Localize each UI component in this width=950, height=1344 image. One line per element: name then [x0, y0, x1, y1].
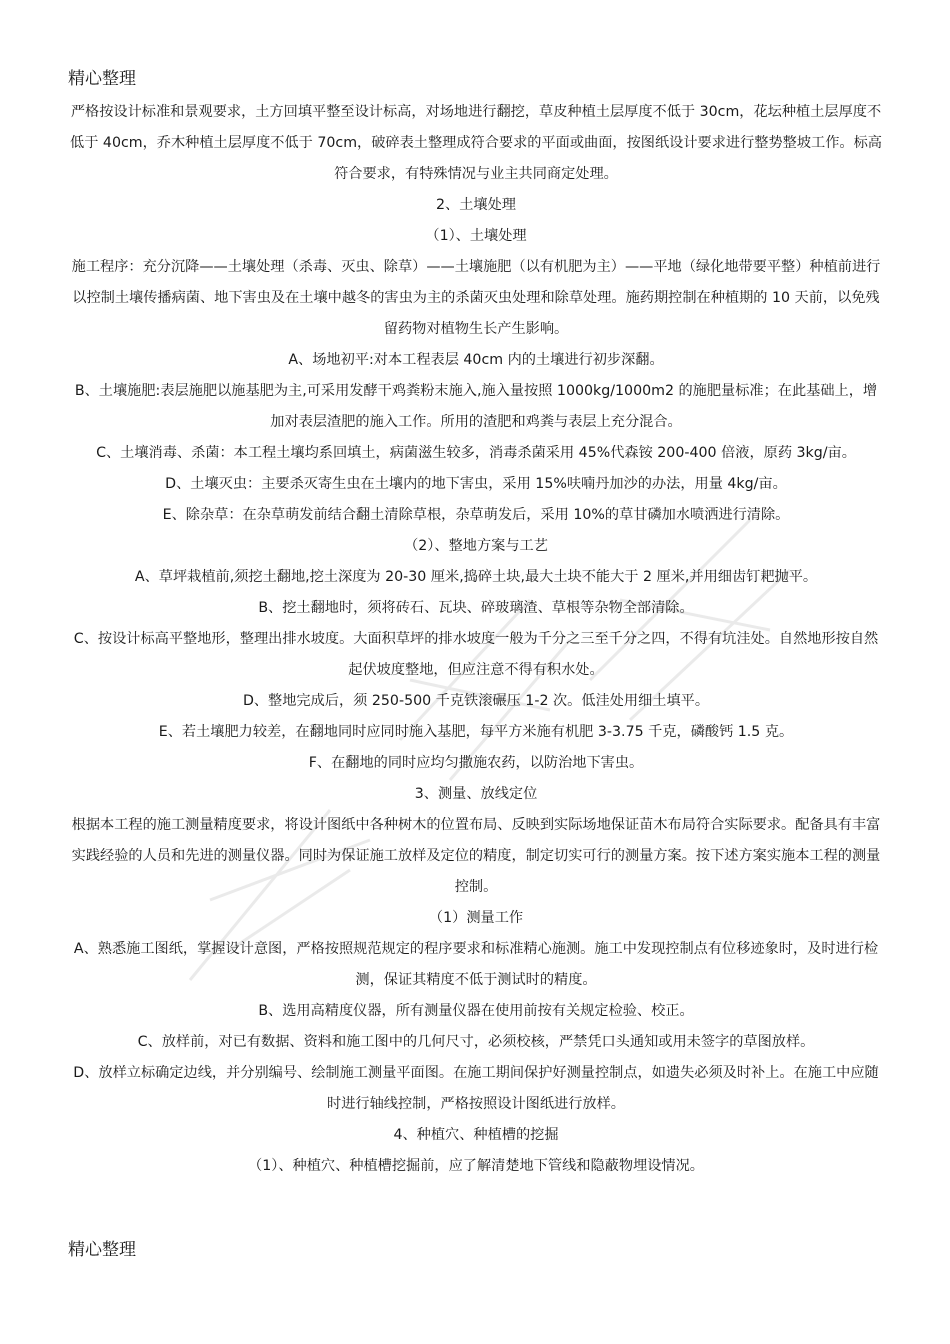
subsection-heading: （1）、土壤处理 — [425, 228, 527, 244]
list-item: F、在翻地的同时应均匀撒施农药，以防治地下害虫。 — [308, 755, 644, 771]
list-item: C、土壤消毒、杀菌：本工程土壤均系回填土，病菌滋生较多，消毒杀菌采用 45%代森铵 200-400 倍液，原药 3kg/亩。 — [96, 445, 856, 461]
subsection-heading: （1）测量工作 — [428, 910, 524, 926]
list-item: B、挖土翻地时，须将砖石、瓦块、碎玻璃渣、草根等杂物全部清除。 — [258, 600, 694, 616]
list-item: E、除杂草：在杂草萌发前结合翻土清除草根，杂草萌发后，采用 10%的草甘磷加水喷洒进行清除。 — [162, 507, 790, 523]
list-item: D、整地完成后，须 250-500 千克铁滚碾压 1-2 次。低洼处用细土填平。 — [242, 693, 710, 709]
list-item: D、放样立标确定边线，并分别编号、绘制施工测量平面图。在施工期间保护好测量控制点，如遗失必须及时补上。在施工中应随时进行轴线控制，严格按照设计图纸进行放样。 — [73, 1065, 879, 1112]
list-item: D、土壤灭虫：主要杀灭寄生虫在土壤内的地下害虫，采用 15%呋喃丹加沙的办法，用量 4kg/亩。 — [165, 476, 787, 492]
page-footer: 精心整理 — [68, 1240, 136, 1260]
list-item: A、场地初平:对本工程表层 40cm 内的土壤进行初步深翻。 — [288, 352, 664, 368]
list-item: A、熟悉施工图纸，掌握设计意图，严格按照规范规定的程序要求和标准精心施测。施工中发现控制点有位移迹象时，及时进行检测，保证其精度不低于测试时的精度。 — [73, 941, 879, 988]
section-heading: 3、测量、放线定位 — [414, 786, 538, 802]
list-item: A、草坪栽植前,须挖土翻地,挖土深度为 20-30 厘米,捣碎土块,最大土块不能大于 2 厘米,并用细齿钉耙抛平。 — [134, 569, 818, 585]
list-item: C、按设计标高平整地形，整理出排水坡度。大面积草坪的排水坡度一般为千分之三至千分之四，不得有坑洼处。自然地形按自然起伏坡度整地，但应注意不得有积水处。 — [73, 631, 879, 678]
list-item: C、放样前，对已有数据、资料和施工图中的几何尺寸，必须校核，严禁凭口头通知或用未签字的草图放样。 — [137, 1034, 815, 1050]
subsection-heading: （2）、整地方案与工艺 — [404, 538, 548, 554]
list-item: E、若土壤肥力较差，在翻地同时应同时施入基肥，每平方米施有机肥 3-3.75 千克，磷酸钙 1.5 克。 — [158, 724, 794, 740]
list-item: B、选用高精度仪器，所有测量仪器在使用前按有关规定检验、校正。 — [258, 1003, 694, 1019]
document-body — [68, 97, 884, 1182]
page-header: 精心整理 — [68, 69, 136, 89]
section-heading: 2、土壤处理 — [436, 197, 516, 213]
paragraph: 根据本工程的施工测量精度要求，将设计图纸中各种树木的位置布局、反映到实际场地保证苗木布局符合实际要求。配备具有丰富实践经验的人员和先进的测量仪器。同时为保证施工放样及定位的精度，制定切实可行的测量方案。按下述方案实施本工程的测量控制。 — [71, 817, 881, 895]
section-heading: 4、种植穴、种植槽的挖掘 — [393, 1127, 559, 1143]
paragraph: 严格按设计标准和景观要求，土方回填平整至设计标高，对场地进行翻挖，草皮种植土层厚度不低于 30cm，花坛种植土层厚度不低于 40cm，乔木种植土层厚度不低于 70cm，破碎表土整理成符合要求的平面或曲面，按图纸设计要求进行整势整坡工作。标高符合要求，有特殊情况与业主共同商定处理。 — [70, 104, 882, 182]
list-item: B、土壤施肥:表层施肥以施基肥为主,可采用发酵干鸡粪粉末施入,施入量按照 1000kg/1000m2 的施肥量标准；在此基础上，增加对表层渣肥的施入工作。所用的渣肥和鸡粪与表层上充分混合。 — [74, 383, 878, 430]
paragraph: （1）、种植穴、种植槽挖掘前，应了解清楚地下管线和隐蔽物埋设情况。 — [248, 1158, 704, 1174]
paragraph: 施工程序：充分沉降——土壤处理（杀毒、灭虫、除草）——土壤施肥（以有机肥为主）——平地（绿化地带要平整）种植前进行以控制土壤传播病菌、地下害虫及在土壤中越冬的害虫为主的杀菌灭虫处理和除草处理。施药期控制在种植期的 10 天前，以免残留药物对植物生长产生影响。 — [71, 259, 881, 337]
